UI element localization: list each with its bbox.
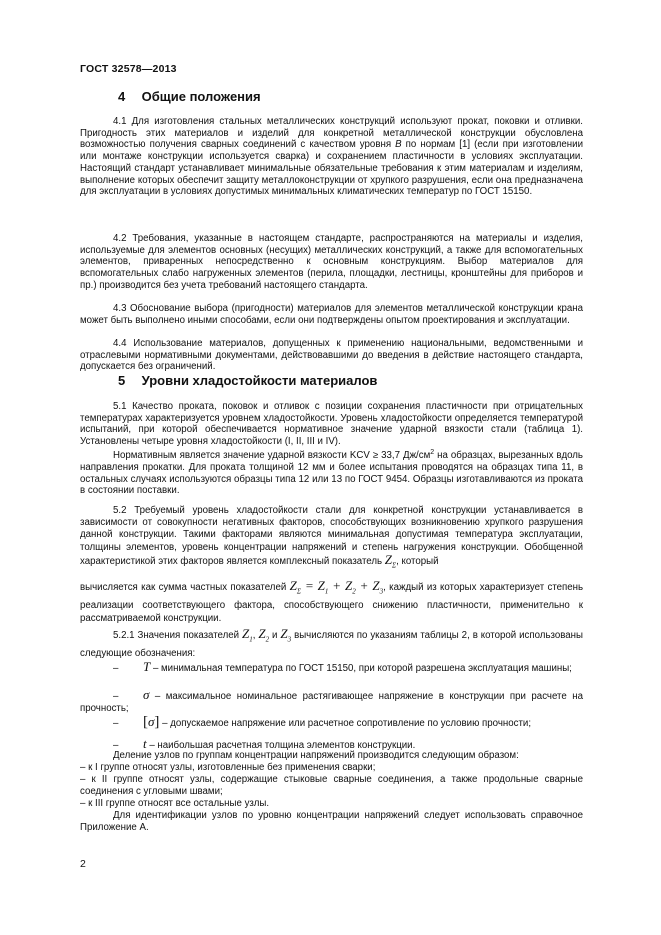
thickness-symbol: t — [143, 736, 147, 751]
z1-symbol: $Z_1$ — [242, 626, 253, 644]
sum-formula: $Z_\Sigma = Z_1 + Z_2 + Z_3$ — [289, 578, 384, 596]
z2-symbol: $Z_2$ — [258, 626, 270, 644]
groups-intro: Деление узлов по группам концентрации напряжений производится следующим образом: — [113, 750, 519, 761]
final-paragraph: Для идентификации узлов по уровню концентрации напряжений следует использовать справочное Приложение А. — [80, 810, 583, 833]
group-1: – к I группе относят узлы, изготовленные без применения сварки; — [80, 762, 376, 773]
section-4-heading — [118, 89, 261, 104]
group-3: – к III группе относят все остальные узлы. — [80, 798, 270, 809]
section-5-heading — [118, 373, 377, 388]
paragraph-5-1: 5.1 Качество проката, поковок и отливок с позиции сохранения пластичности при отрицательных температурах характеризуется уровнем хладостойкости. Уровень хладостойкости определяется температурой испытаний, при которой обеспечивается нормативное значение ударной вязкости стали (таблица 1). Установлены четыре уровня хладостойкости (I, II, III и IV). — [80, 401, 583, 448]
page-number: 2 — [80, 858, 86, 870]
sigma-allowable-symbol: [σ] — [143, 714, 160, 730]
z-sigma-symbol: $Z_\Sigma$ — [384, 551, 397, 570]
sigma-symbol: σ — [143, 687, 150, 702]
section-number: 5 — [118, 373, 126, 388]
paragraph-4-2: 4.2 Требования, указанные в настоящем стандарте, распространяются на материалы и изделия, используемые для элементов основных (несущих) металлических конструкций, а также для вспомогательных элементов, приваренных непосредственно к основным конструкциям. Выбор материалов для вспомогательных слабо нагруженных элементов (перила, площадки, лестницы, кронштейны для приборов и пр.) производится без учета требований настоящего стандарта. — [80, 233, 583, 291]
paragraph-4-1: 4.1 Для изготовления стальных металлических конструкций используют прокат, поковки и отливки. Пригодность этих материалов и изделий для конкретной металлической конструкции обусловлена возможностью получения сварных соединений с качеством уровня B по нормам [1] (если при изготовлении или монтаже конструкции используется сварка) и сохранением пластичности в условиях эксплуатации. Настоящий стандарт устанавливает минимальные обязательные требования к этим материалам и изделиям, выполнение которых обеспечит защиту металлоконструкции от хрупкого разрушения, если она предназначена для эксплуатации в условиях допустимых минимальных климатических температур по ГОСТ 15150. — [80, 116, 583, 198]
z3-symbol: $Z_3$ — [280, 626, 292, 644]
paragraph-4-3: 4.3 Обоснование выбора (пригодности) материалов для элементов металлической конструкции крана может быть выполнено иными способами, если они подтверждены опытом проектирования и эксплуатации. — [80, 303, 583, 326]
paragraph-5-2-formula: вычисляется как сумма частных показателей $Z_\Sigma = Z_1 + Z_2 + Z_3$, каждый из которых характеризует степень реализации соответствующего фактора, способствующего снижению пластичности, применительно к рассматриваемой конструкции. — [80, 578, 584, 624]
section-title: Общие положения — [141, 89, 261, 104]
definition-sigma-allowable: – [σ] – допускаемое напряжение или расчетное сопротивление по условию прочности; — [113, 714, 532, 730]
definition-thickness: – t – наибольшая расчетная толщина элементов конструкции. — [113, 736, 416, 751]
paragraph-4-4: 4.4 Использование материалов, допущенных к применению национальными, ведомственными и отраслевыми нормативными документами, действовавшими до введения в действие настоящего стандарта, допускается без ограничений. — [80, 338, 583, 373]
group-2: – к II группе относят узлы, содержащие стыковые сварные соединения, а также продольные сварные соединения с угловыми швами; — [80, 774, 583, 797]
section-title: Уровни хладостойкости материалов — [141, 373, 378, 388]
definition-t: – T – минимальная температура по ГОСТ 15150, при которой разрешена эксплуатация машины; — [113, 659, 572, 674]
document-code: ГОСТ 32578—2013 — [80, 63, 177, 75]
t-symbol: T — [143, 659, 151, 674]
paragraph-5-2: 5.2 Требуемый уровень хладостойкости стали для конкретной конструкции устанавливается в зависимости от совокупности негативных факторов, способствующих возникновению хрупкого разрушения данной конструкции. Такими факторами являются минимальная допустимая температура эксплуатации, толщины элементов, уровень концентрации напряжений и степень нагружения конструкции. Обобщенной характеристикой этих факторов является комплексный показатель $Z_\Sigma$, который — [80, 505, 583, 570]
paragraph-5-1-norm: Нормативным является значение ударной вязкости KCV ≥ 33,7 $Дж/см^2$ на образцах, вырезанных вдоль направления прокатки. Для проката толщиной 12 мм и более испытания проводятся на образцах типа 11, в остальных случаях используются образцы типа 12 или 13 по ГОСТ 9454. Образцы изготавливаются из проката в состоянии поставки. — [80, 449, 583, 497]
quality-level: B — [395, 139, 402, 151]
definition-sigma: – σ – максимальное номинальное растягивающее напряжение в конструкции при расчете на прочность; — [80, 687, 583, 714]
section-number: 4 — [118, 89, 126, 104]
paragraph-5-2-1: 5.2.1 Значения показателей $Z_1$, $Z_2$ и $Z_3$ вычисляются по указаниям таблицы 2, в которой использованы следующие обозначения: — [80, 626, 583, 659]
